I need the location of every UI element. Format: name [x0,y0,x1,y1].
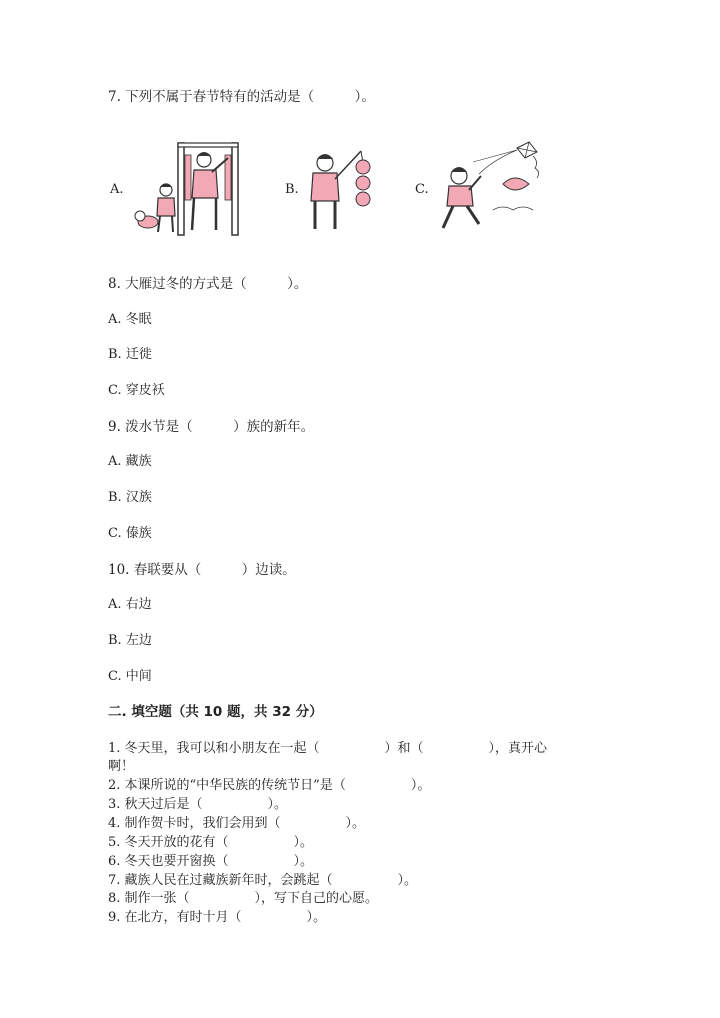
q7-option-a-label: A. [110,182,124,197]
q7-option-a-image [128,140,248,240]
fill-item-9: 9. 在北方，有时十月（ ）。 [108,910,327,925]
question-7-title: 7. 下列不属于春节特有的活动是（ ）。 [108,89,375,105]
fill-item-5: 5. 冬天开放的花有（ ）。 [108,835,314,850]
q10-option-b: B. 左边 [108,633,152,648]
fill-item-6: 6. 冬天也要开窗换（ ）。 [108,854,314,869]
q9-option-c: C. 傣族 [108,526,152,541]
fill-item-3: 3. 秋天过后是（ ）。 [108,797,288,812]
question-8-title: 8. 大雁过冬的方式是（ ）。 [108,276,308,292]
q7-option-c-image [433,140,553,236]
q7-option-b-image [305,145,385,237]
q8-option-c: C. 穿皮袄 [108,383,165,398]
fill-item-7: 7. 藏族人民在过藏族新年时，会跳起（ ）。 [108,873,418,888]
fill-item-4: 4. 制作贺卡时，我们会用到（ ）。 [108,816,366,831]
q9-option-a: A. 藏族 [108,454,152,469]
q9-option-b: B. 汉族 [108,490,152,505]
fill-item-8: 8. 制作一张（ ），写下自己的心愿。 [108,891,379,906]
q8-option-b: B. 迁徙 [108,347,152,362]
question-10-title: 10. 春联要从（ ）边读。 [108,562,296,578]
q7-option-c-label: C. [415,182,429,197]
q8-option-a: A. 冬眠 [108,312,152,327]
fill-item-2: 2. 本课所说的“中华民族的传统节日”是（ ）。 [108,778,431,793]
section-2-heading: 二. 填空题（共 10 题，共 32 分） [108,704,323,720]
fill-item-1-continued: 啊！ [108,759,135,774]
q7-option-b-label: B. [285,182,299,197]
q10-option-c: C. 中间 [108,669,152,684]
question-9-title: 9. 泼水节是（ ）族的新年。 [108,419,315,435]
fill-item-1: 1. 冬天里，我可以和小朋友在一起（ ）和（ ），真开心 [108,741,548,756]
q10-option-a: A. 右边 [108,597,152,612]
